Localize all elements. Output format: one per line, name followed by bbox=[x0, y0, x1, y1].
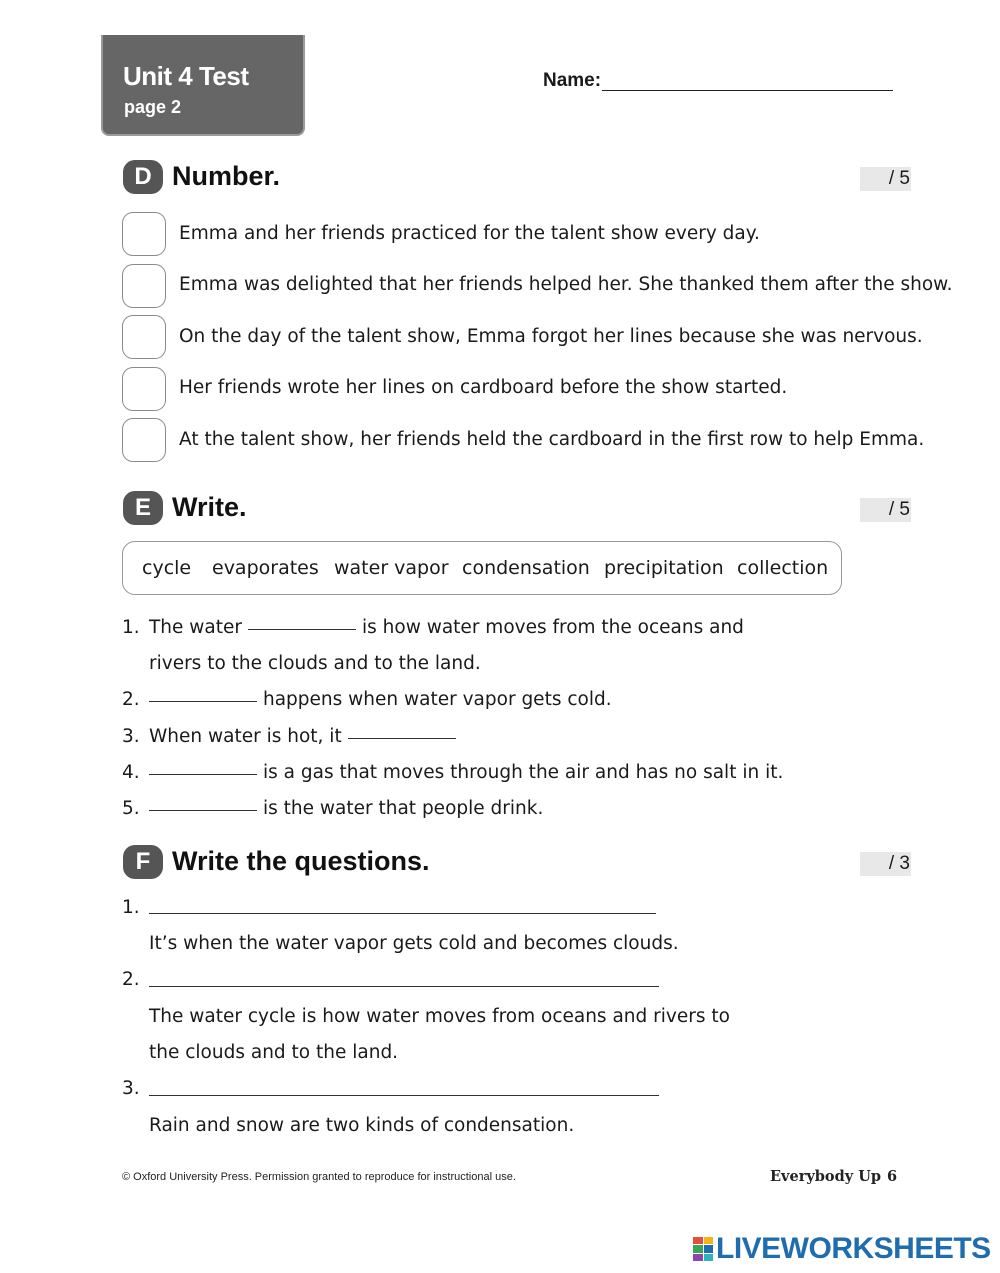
statement-2: Emma was delighted that her friends helped her. She thanked them after the show. bbox=[179, 274, 953, 295]
order-box-5[interactable] bbox=[122, 418, 166, 462]
item-number: 1. bbox=[122, 617, 140, 638]
unit-header-tab bbox=[101, 35, 305, 136]
page-label: page 2 bbox=[124, 97, 182, 117]
fill-item-5-after: is the water that people drink. bbox=[263, 798, 544, 819]
unit-title: Unit 4 Test bbox=[123, 61, 249, 91]
word-bank-item: condensation bbox=[462, 557, 590, 579]
word-bank-item: evaporates bbox=[212, 557, 319, 579]
answer-blank-3[interactable] bbox=[348, 737, 456, 739]
order-box-1[interactable] bbox=[122, 212, 166, 256]
order-box-4[interactable] bbox=[122, 367, 166, 411]
statement-1: Emma and her friends practiced for the talent show every day. bbox=[179, 223, 760, 244]
section-f-title: Write the questions. bbox=[172, 846, 430, 876]
item-number: 2. bbox=[122, 689, 140, 710]
logo-square bbox=[693, 1237, 703, 1244]
question-line-1[interactable] bbox=[149, 913, 656, 914]
section-d-badge: D bbox=[123, 160, 163, 194]
answer-blank-1[interactable] bbox=[248, 628, 356, 630]
statement-4: Her friends wrote her lines on cardboard before the show started. bbox=[179, 377, 788, 398]
fill-item-1 bbox=[149, 617, 744, 638]
question-line-2[interactable] bbox=[149, 986, 659, 987]
answer-blank-5[interactable] bbox=[149, 809, 257, 811]
answer-text-3: Rain and snow are two kinds of condensation. bbox=[149, 1115, 575, 1136]
statement-5: At the talent show, her friends held the cardboard in the first row to help Emma. bbox=[179, 429, 925, 450]
name-label: Name: bbox=[543, 70, 602, 91]
fill-item-1-before: The water bbox=[149, 617, 242, 638]
logo-square bbox=[704, 1245, 714, 1252]
section-d-title: Number. bbox=[172, 161, 281, 191]
fill-item-4-after: is a gas that moves through the air and has no salt in it. bbox=[263, 762, 784, 783]
fill-item-2 bbox=[149, 689, 612, 710]
item-number: 1. bbox=[122, 897, 140, 918]
logo-square bbox=[704, 1237, 714, 1244]
section-e-score: / 5 bbox=[860, 498, 911, 522]
item-number: 3. bbox=[122, 726, 140, 747]
book-title: Everybody Up bbox=[770, 1168, 881, 1185]
answer-text-1: It’s when the water vapor gets cold and becomes clouds. bbox=[149, 933, 679, 954]
logo-text: LIVEWORKSHEETS bbox=[716, 1232, 991, 1265]
section-f-score: / 3 bbox=[860, 852, 911, 876]
logo-square bbox=[693, 1254, 703, 1261]
answer-blank-4[interactable] bbox=[149, 773, 257, 775]
item-number: 5. bbox=[122, 798, 140, 819]
book-footer bbox=[770, 1168, 897, 1185]
fill-item-3-before: When water is hot, it bbox=[149, 726, 342, 747]
order-box-3[interactable] bbox=[122, 315, 166, 359]
word-bank-item: precipitation bbox=[604, 557, 724, 579]
fill-item-3 bbox=[149, 726, 462, 747]
name-input-line[interactable] bbox=[602, 90, 893, 91]
fill-item-4 bbox=[149, 762, 783, 783]
fill-item-1-after: is how water moves from the oceans and bbox=[362, 617, 744, 638]
answer-text-2-continued: the clouds and to the land. bbox=[149, 1042, 399, 1063]
answer-blank-2[interactable] bbox=[149, 700, 257, 702]
statement-3: On the day of the talent show, Emma forgot her lines because she was nervous. bbox=[179, 326, 923, 347]
fill-item-1-continued: rivers to the clouds and to the land. bbox=[149, 653, 481, 674]
fill-item-2-after: happens when water vapor gets cold. bbox=[263, 689, 612, 710]
page-number: 6 bbox=[886, 1168, 898, 1185]
logo-square bbox=[693, 1245, 703, 1252]
word-bank-item: cycle bbox=[142, 557, 192, 579]
word-bank bbox=[122, 541, 842, 595]
answer-text-2: The water cycle is how water moves from oceans and rivers to bbox=[149, 1006, 730, 1027]
order-box-2[interactable] bbox=[122, 264, 166, 308]
section-f-badge: F bbox=[123, 845, 163, 879]
logo-mark-icon bbox=[693, 1237, 713, 1261]
section-e-badge: E bbox=[123, 491, 163, 525]
fill-item-5 bbox=[149, 798, 543, 819]
question-line-3[interactable] bbox=[149, 1095, 659, 1096]
word-bank-item: collection bbox=[737, 557, 829, 579]
item-number: 3. bbox=[122, 1078, 140, 1099]
word-bank-item: water vapor bbox=[334, 557, 449, 579]
section-d-score: / 5 bbox=[860, 167, 911, 191]
logo-square bbox=[704, 1254, 714, 1261]
item-number: 4. bbox=[122, 762, 140, 783]
liveworksheets-logo[interactable] bbox=[693, 1233, 991, 1265]
item-number: 2. bbox=[122, 969, 140, 990]
section-e-title: Write. bbox=[172, 492, 247, 522]
copyright-note: © Oxford University Press. Permission granted to reproduce for instructional use. bbox=[122, 1171, 516, 1183]
